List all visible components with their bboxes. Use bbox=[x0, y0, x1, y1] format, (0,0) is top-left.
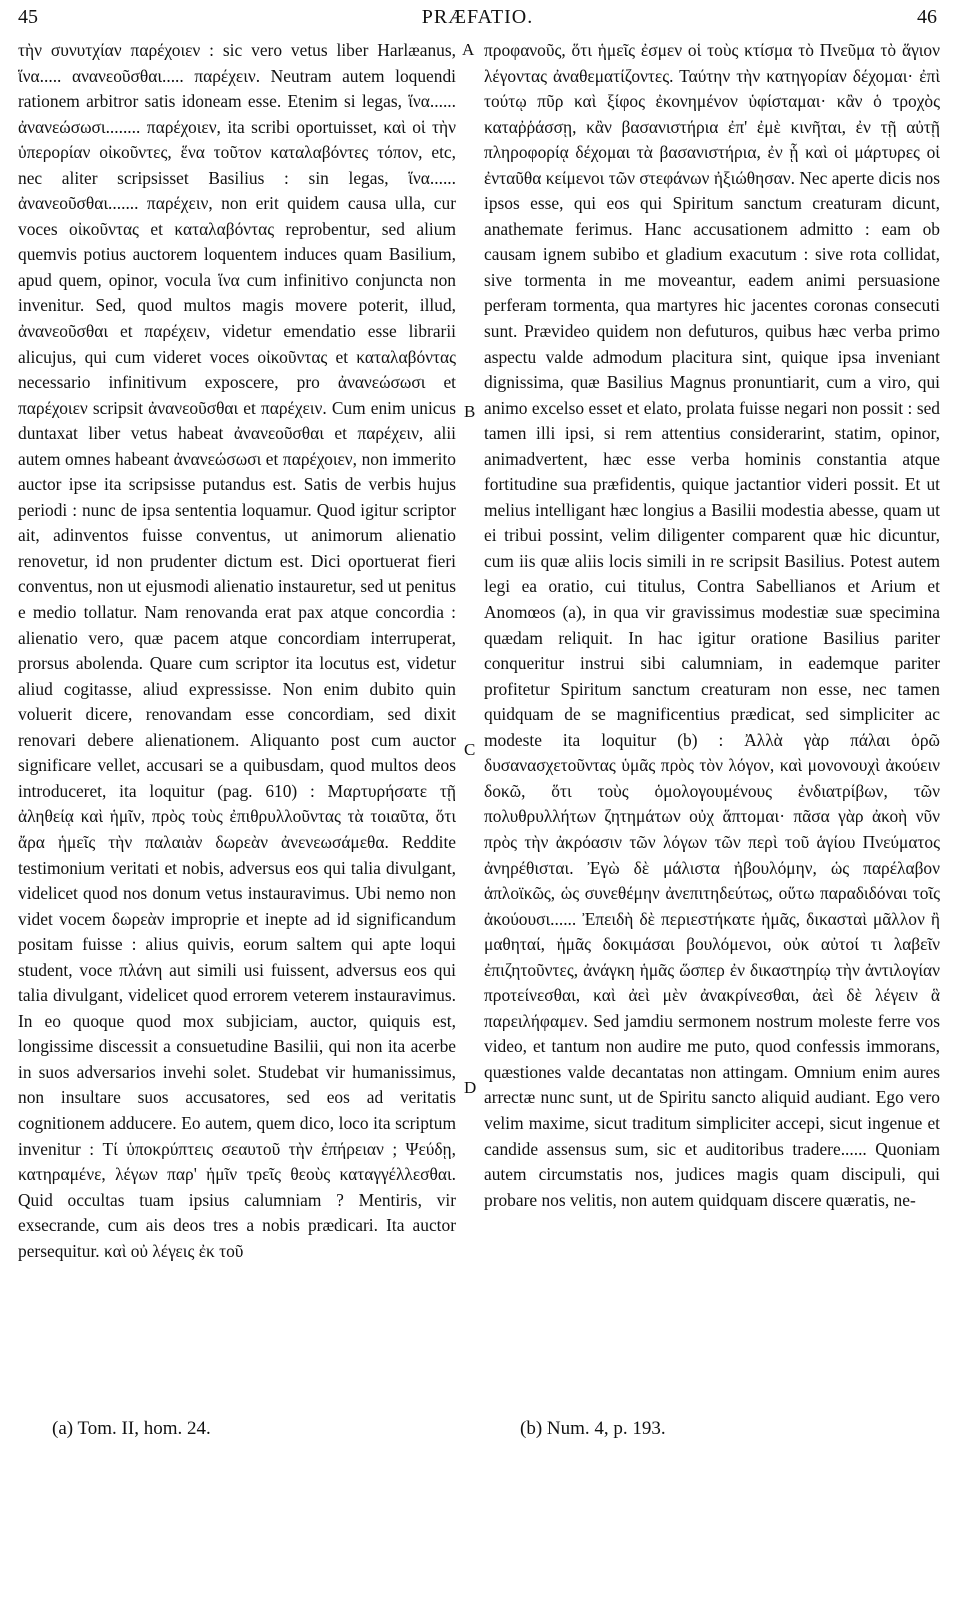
margin-mark-b: B bbox=[464, 402, 476, 421]
running-title: PRÆFATIO. bbox=[421, 6, 534, 28]
right-column-text: προφανοῦς, ὅτι ἡμεῖς ἐσμεν οἱ τοὺς κτίσμα τὸ Πνεῦμα τὸ ἅγιον λέγοντας ἀναθεματίζοντες. Ταύτην τὴν κατηγορίαν δέχομαι· ἐπὶ τούτῳ πῦρ καὶ ξίφος ἐκονημένον ὑφίσταμαι· κἂν ὁ τροχὸς καταῤῥάσσῃ, κἂν βασανιστήρια ἐπ' ἐμὲ κινῆται, ἐν τῇ αὐτῇ πληροφορίᾳ δέχομαι τὰ βασανιστήρια, ἐν ᾗ καὶ οἱ μάρτυρες οἱ ἐνταῦθα κείμενοι τῶν στεφάνων ἠξιώθησαν. Nec aperte dicis nos ipsos esse, qui eos qui Spiritum sanctum creaturam dicunt, anathemate ferimus. Hanc accusationem admitto : eam ob causam ignem subibo et gladium exacutum : sive rota collidat, sive tormenta in me moveantur, eadem animi persuasione perferam tormenta, qua martyres hic jacentes coronas consecuti sunt. Prævideo quidem non defuturos, quibus hæc verba primo aspectu valde admodum placitura sint, quique ipsa inveniant dignissima, quæ Basilius Magnus pronuntiarit, cum a viro, qui animo excelso esset et elato, prolata fuisse negari non possit : sed tamen illi ipsi, si rem attentius considerarint, statim, opinor, animadvertent, hæc esse verba hominis constantia atque fortitudine sua præfidentis, quique jactantior videri possit. Et ut melius intelligant hæc longius a Basilii modestia abesse, quam ut ei tribui possint, velim diligenter comparent quæ hic dicuntur, cum iis quæ aliis locis simili in re scripsit Basilius. Potest autem legi ea oratio, cui titulus, Contra Sabellianos et Arium et Anomœos (a), in qua vir gravissimus modestiæ suæ specimina quædam reliquit. In hac igitur oratione Basilius pariter conqueritur instrui sibi calumniam, in eademque pariter profitetur Spiritum sanctum creaturam non esse, nec tamen quidquam de se magnificentius prædicat, sed simpliciter ac modeste ita loquitur (b) : Ἀλλὰ γὰρ πάλαι ὁρῶ δυσανασχετοῦντας ὑμᾶς πρὸς τὸν λόγον, καὶ μονονουχὶ ἀκούειν δοκῶ, ὅτι τοὺς ὁμολογουμένους ἐνδιατρίβων, τῶν πολυθρυλλήτων ζητημάτων οὐχ ἅπτομαι· πᾶσα γὰρ ἀκοὴ νῦν πρὸς τὴν ἀκρόασιν τῶν λόγων τῶν περὶ τοῦ ἁγίου Πνεύματος ἀνηρέθισται. Ἐγὼ δὲ μάλιστα ἠβουλόμην, ὡς παρέλαβον ἁπλοϊκῶς, ὡς συνεθέμην ἀνεπιτηδεύτως, οὕτω παραδιδόναι τοῖς ἀκούουσι...... Ἐπειδὴ δὲ περιεστήκατε ἡμᾶς, δικασταὶ μᾶλλον ἢ μαθηταί, ἡμᾶς δοκιμάσαι βουλόμενοι, οὐκ αὐτοί τι λαβεῖν ἐπιζητοῦντες, ἀνάγκη ἡμᾶς ὥσπερ ἐν δικαστηρίῳ τὴν ἀντιλογίαν προτείνεσθαι, καὶ ἀεὶ μὲν ἀνακρίνεσθαι, ἀεὶ δὲ λέγειν ἃ παρειλήφαμεν. Sed jamdiu sermonem nostrum moleste ferre vos video, et tantum non audire me puto, quod confessis immorans, quæstiones valde decantatas non attingam. Omnium enim aures arrectæ nunc sunt, ut de Spiritu sancto aliquid audiant. Ego vero velim maxime, sicut traditum simpliciter accepi, sicut ingenue et candide assensus sum, sic et auditoribus tradere...... Quoniam autem circumstatis nos, judices magis quam discipuli, qui probare nos velitis, non autem quidquam discere quæratis, ne- bbox=[484, 40, 940, 1210]
margin-mark-c: C bbox=[464, 740, 476, 759]
left-column-text: τὴν συνυτχίαν παρέχοιεν : sic vero vetus liber Harlæanus, ἵνα..... ανανεοῦσθαι..... παρέχειν. Neutram autem loquendi rationem arbitror satis idoneam esse. Etenim si legas, ἵνα...... ἀνανεώσωσι........ παρέχοιεν, ita scribi oportuisset, καὶ οἱ τὴν ὑπερορίαν οἰκοῦντες, ἕνα τοῦτον καταλαβόντες τόπον, etc, nec aliter scripsisset Basilius : sin legas, ἵνα...... ἀνανεοῦσθαι....... παρέχειν, non erit quidem causa ulla, cur voces οἰκοῦντας et καταλαβόντας reprobentur, sed alium quemvis potius auctorem loquentem induces quam Basilium, apud quem, opinor, vocula ἵνα cum infinitivo conjuncta non invenitur. Sed, quod multos magis movere poterit, illud, ἀνανεοῦσθαι et παρέχειν, videtur emendatio esse librarii alicujus, qui cum videret voces οἰκοῦντας et καταλαβόντας necessario infinitivum exposcere, pro ἀνανεώσωσι et παρέχοιεν scripsit ἀνανεοῦσθαι et παρέχειν. Cum enim unicus duntaxat liber vetus habeat ἀνανεοῦσθαι et παρέχειν, alii autem omnes habeant ἀνανεώσωσι et παρέχοιεν, non immerito auctor ipse ita scripsisse putandus est. Satis de verbis hujus periodi : nunc de ipsa sententia loquamur. Quod igitur scriptor ait, adinventos fuisse conventus, ut animorum alienatio renovetur, id non prudenter dictum est. Dici oportuerat fieri conventus, non ut ejusmodi alienatio instauretur, sed ut penitus e medio tollatur. Nam renovanda erat pax atque concordia : alienatio vero, quæ pacem atque concordiam interruperat, prorsus abolenda. Quare cum scriptor ita locutus est, videtur aliud cogitasse, aliud expressisse. Non enim dubito quin voluerit dicere, renovandam esse concordiam, sed dixit renovari debere alienationem. Aliquanto post cum auctor significare vellet, accusari se a quibusdam, quod multos deos introduceret, ita loquitur (pag. 610) : Μαρτυρήσατε τῇ ἀληθείᾳ καὶ ἡμῖν, πρὸς τοὺς ἐπιθρυλλοῦντας τὰ τοιαῦτα, ὅτι ἄρα ἡμεῖς τὴν παλαιὰν δωρεὰν ἀνενεωσάμεθα. Reddite testimonium veritati et nobis, adversus eos qui talia divulgant, videlicet quod nos donum vetus instauravimus. Ubi nemo non videt vocem δωρεὰν improprie et inepte ad id significandum positam fuisse : alius quivis, eorum saltem qui apte loqui student, voce πλάνη aut simili usi fuissent, adversus eos qui talia divulgant, videlicet quod errorem veterem instauravimus. In eo quoque quod mox subjiciam, auctor, quiquis est, longissime discessit a consuetudine Basilii, qui non ita acerbe in suos adversarios invehi solet. Studebat vir humanissimus, non insultare suos accusatores, sed eos ad veritatis cognitionem adducere. Eo autem, quem dico, loco ita scriptum invenitur : Τί ὑποκρύπτεις σεαυτοῦ τὴν ἐπήρειαν ; Ψεύδῃ, κατηραμένε, λέγων παρ' ἡμῖν τρεῖς θεοὺς καταγγέλλεσθαι. Quid occultas tuam ipsius calumniam ? Mentiris, vir exsecrande, cum ais deos tres a nobis prædicari. Ita auctor persequitur. καὶ οὐ λέγεις ἐκ τοῦ bbox=[18, 40, 456, 1261]
margin-mark-d: D bbox=[464, 1078, 477, 1097]
footnote-a: (a) Tom. II, hom. 24. bbox=[52, 1418, 211, 1439]
page-number-left: 45 bbox=[18, 6, 38, 28]
page-number-right: 46 bbox=[917, 6, 937, 28]
page-header bbox=[18, 6, 937, 32]
right-column bbox=[484, 38, 940, 1213]
footnote-b: (b) Num. 4, p. 193. bbox=[520, 1418, 666, 1439]
left-column bbox=[18, 38, 456, 1264]
margin-mark-a: A bbox=[462, 40, 475, 59]
